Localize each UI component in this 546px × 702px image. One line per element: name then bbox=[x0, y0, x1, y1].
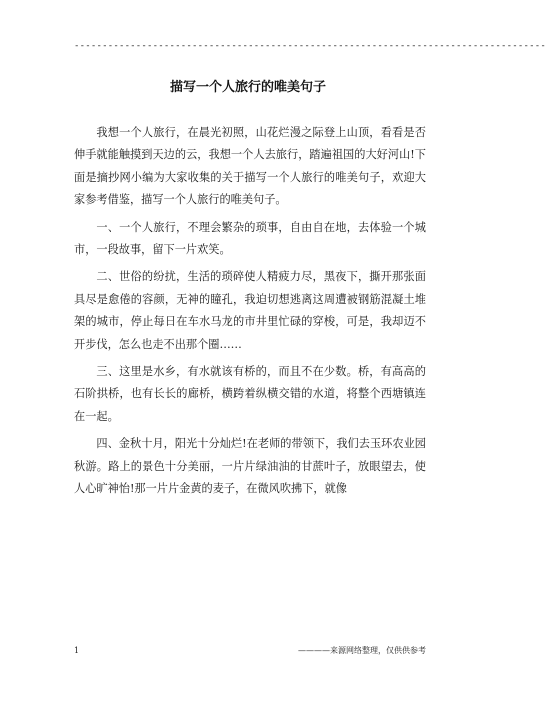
page-number: 1 bbox=[74, 646, 80, 655]
header-rule: ------------------------------------------------------------------------------------ bbox=[74, 41, 546, 51]
paragraph-4: 四、金秋十月，阳光十分灿烂!在老师的带领下，我们去玉环农业园秋游。路上的景色十分美丽，一片片绿油油的甘蔗叶子，放眼望去，使人心旷神怡!那一片片金黄的麦子，在微风吹拂下，就像 bbox=[74, 437, 426, 496]
document-body bbox=[74, 122, 426, 506]
document-title: 描写一个人旅行的唯美句子 bbox=[169, 80, 326, 95]
paragraph-1: 一、一个人旅行，不理会繁杂的琐事，自由自在地，去体验一个城市，一段故事，留下一片欢笑。 bbox=[74, 220, 426, 257]
footer-note: ————来源网络整理，仅供供参考 bbox=[298, 646, 426, 655]
paragraph-3: 三、这里是水乡，有水就该有桥的，而且不在少数。桥，有高高的石阶拱桥，也有长长的廊桥，横跨着纵横交错的水道，将整个西塘镇连在一起。 bbox=[74, 365, 426, 423]
page-footer bbox=[74, 644, 426, 658]
paragraph-2: 二、世俗的纷扰，生活的琐碎使人精疲力尽，黑夜下，撕开那张面具尽是愈倦的容颜，无神的瞳孔，我迫切想逃离这周遭被钢筋混凝土堆架的城市，停止每日在车水马龙的市井里忙碌的穿梭，可是，我却迈不开步伐，怎么也走不出那个圈…… bbox=[74, 270, 426, 351]
intro-paragraph: 我想一个人旅行，在晨光初照，山花烂漫之际登上山顶，看看是否伸手就能触摸到天边的云，我想一个人去旅行，踏遍祖国的大好河山!下面是摘抄网小编为大家收集的关于描写一个人旅行的唯美句子，欢迎大家参考借鉴，描写一个人旅行的唯美句子。 bbox=[74, 126, 426, 207]
